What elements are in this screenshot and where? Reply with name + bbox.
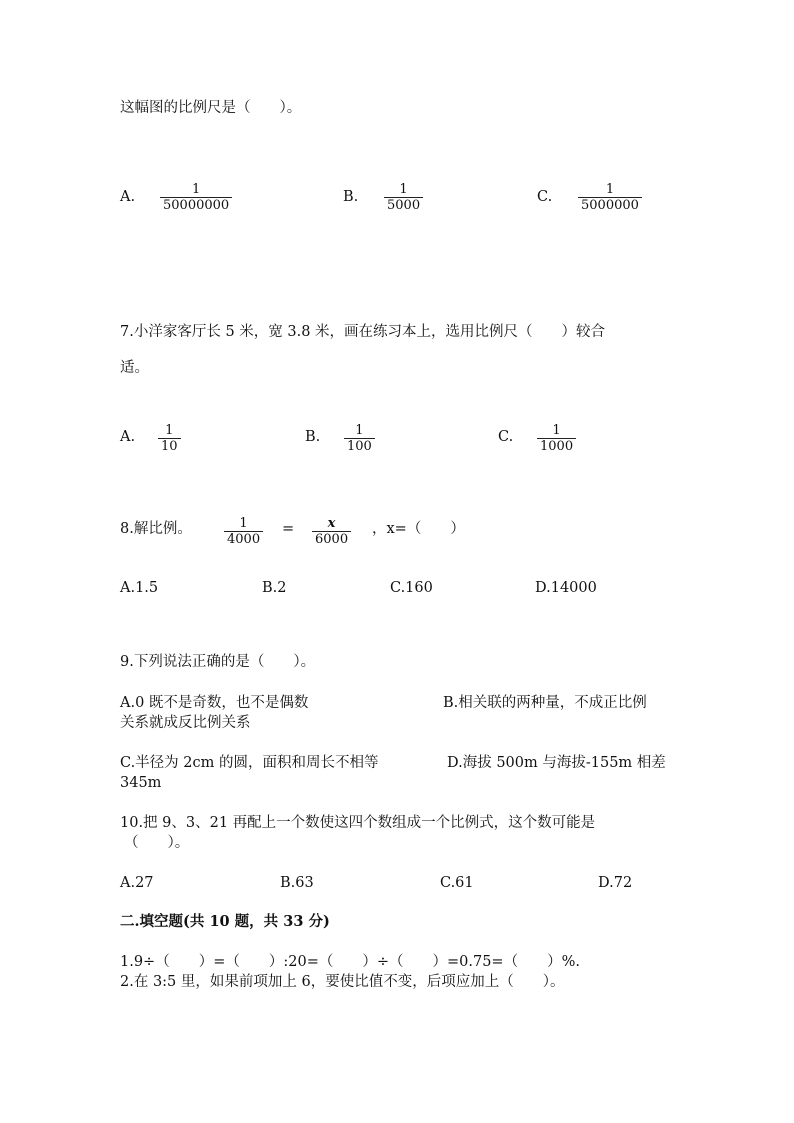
q6-option-a-denominator: 50000000: [160, 197, 232, 213]
q6-option-c-letter: C.: [537, 189, 553, 205]
q6-option-b-letter: B.: [343, 189, 359, 205]
q6-option-c-denominator: 5000000: [578, 197, 642, 213]
q9-option-b-line2: 关系就成反比例关系: [120, 715, 251, 731]
q7-option-c-letter: C.: [498, 429, 514, 445]
q8-option-b: B.2: [262, 580, 287, 596]
q6-stem: 这幅图的比例尺是（ ）。: [120, 100, 302, 116]
q8-left-fraction: [224, 516, 263, 547]
q6-option-a-fraction: [160, 182, 232, 213]
q8-left-denominator: 4000: [224, 531, 263, 547]
q10-option-c: C.61: [440, 875, 474, 891]
q9-option-b-line1: B.相关联的两种量，不成正比例: [443, 695, 647, 711]
q7-option-b-denominator: 100: [344, 438, 375, 454]
q9-stem: 9.下列说法正确的是（ ）。: [120, 654, 316, 670]
q8-left-numerator: 1: [239, 516, 248, 531]
q7-option-b-letter: B.: [305, 429, 321, 445]
q8-label: 8.解比例。: [120, 521, 192, 537]
q10-stem-line1: 10.把 9、3、21 再配上一个数使这四个数组成一个比例式，这个数可能是: [120, 815, 596, 831]
q10-stem-line2: （ ）。: [124, 835, 190, 851]
q8-option-a: A.1.5: [120, 580, 159, 596]
q8-option-d: D.14000: [535, 580, 597, 596]
q6-option-a-letter: A.: [120, 189, 136, 205]
q7-option-b-numerator: 1: [355, 423, 364, 438]
q8-right-denominator: 6000: [312, 531, 351, 547]
fill-blank-q1: 1.9÷（ ）=（ ）:20=（ ）÷（ ）=0.75=（ ）%.: [120, 954, 580, 970]
q7-option-a-fraction: [158, 423, 181, 454]
q8-right-fraction: [312, 516, 351, 547]
q10-option-a: A.27: [120, 875, 154, 891]
q7-stem-line2: 适。: [120, 360, 149, 376]
q6-option-b-fraction: [384, 182, 423, 213]
q9-option-c: C.半径为 2cm 的圆，面积和周长不相等: [120, 755, 379, 771]
q7-option-c-denominator: 1000: [537, 438, 576, 454]
q8-tail: ，x=（ ）: [372, 521, 465, 537]
q6-option-c-fraction: [578, 182, 642, 213]
q10-option-b: B.63: [280, 875, 314, 891]
q7-option-c-numerator: 1: [552, 423, 561, 438]
q8-equals-sign: =: [282, 521, 295, 537]
q6-option-a-numerator: 1: [191, 182, 201, 197]
q7-option-a-denominator: 10: [158, 438, 181, 454]
q8-option-c: C.160: [390, 580, 433, 596]
q6-option-b-numerator: 1: [399, 182, 408, 197]
q6-option-c-numerator: 1: [605, 182, 615, 197]
q7-option-c-fraction: [537, 423, 576, 454]
q7-stem-line1: 7.小洋家客厅长 5 米，宽 3.8 米，画在练习本上，选用比例尺（ ）较合: [120, 324, 606, 340]
q9-option-d-line1: D.海拔 500m 与海拔-155m 相差: [447, 755, 666, 771]
section-heading: 二.填空题(共 10 题，共 33 分): [120, 913, 330, 930]
q9-option-a: A.0 既不是奇数，也不是偶数: [120, 695, 309, 711]
q9-option-d-line2: 345m: [120, 775, 162, 791]
q7-option-b-fraction: [344, 423, 375, 454]
q7-option-a-letter: A.: [120, 429, 136, 445]
q7-option-a-numerator: 1: [165, 423, 174, 438]
fill-blank-q2: 2.在 3:5 里，如果前项加上 6，要使比值不变，后项应加上（ ）。: [120, 974, 565, 990]
q10-option-d: D.72: [598, 875, 633, 891]
q6-option-b-denominator: 5000: [384, 197, 423, 213]
q8-right-numerator: x: [327, 516, 336, 531]
